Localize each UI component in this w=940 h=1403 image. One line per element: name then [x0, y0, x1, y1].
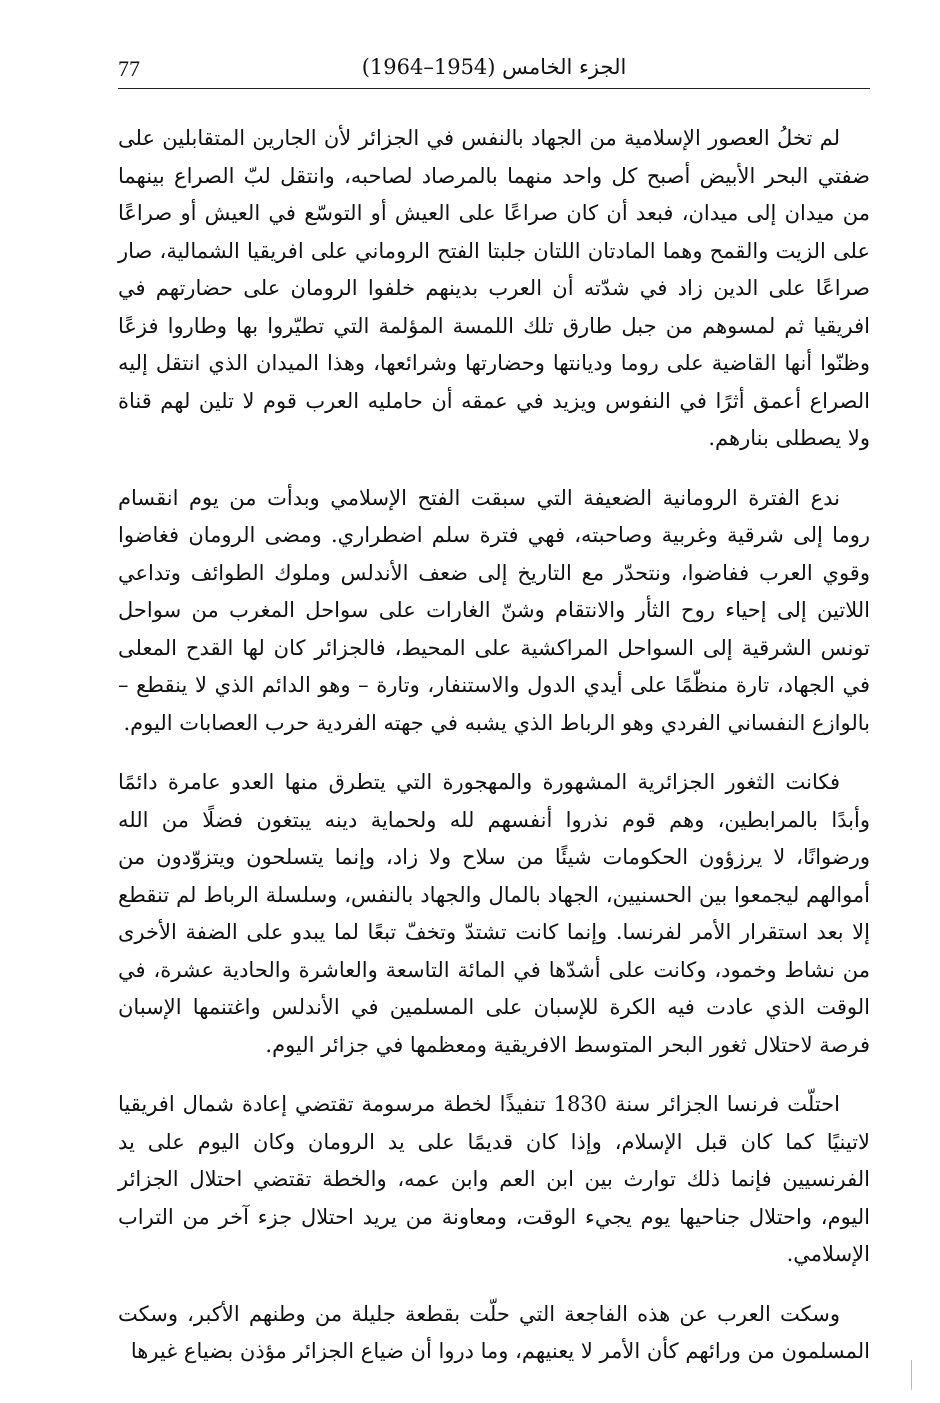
- paragraph: احتلّت فرنسا الجزائر سنة 1830 تنفيذًا لخطة مرسومة تقتضي إعادة شمال افريقيا لاتينيًا كما كان قبل الإسلام، وإذا كان قديمًا على يد الرومان وكان اليوم على يد الفرنسيين فإنما ذلك توارث بين ابن العم وابن عمه، والخطة تقتضي احتلال الجزائر اليوم، واحتلال جناحيها يوم يجيء الوقت، ومعاونة من يريد احتلال جزء آخر من التراب الإسلامي.: [118, 1092, 870, 1266]
- scan-gutter-mark: [911, 1360, 912, 1390]
- body-text: [118, 120, 870, 1393]
- paragraph: لم تخلُ العصور الإسلامية من الجهاد بالنفس في الجزائر لأن الجارين المتقابلين على ضفتي البحر الأبيض أصبح كل واحد منهما بالمرصاد لصاحبه، وانتقل لبّ الصراع بينهما من ميدان إلى ميدان، فبعد أن كان صراعًا على العيش أو التوسّع في العيش أو صراعًا على الزيت والقمح وهما المادتان اللتان جلبتا الفتح الروماني على افريقيا الشمالية، صار صراعًا على الدين زاد في شدّته أن العرب بدينهم خلفوا الرومان على حضارتهم في افريقيا ثم لمسوهم من جبل طارق تلك اللمسة المؤلمة التي تطيّروا بها وطاروا فزعًا وظنّوا أنها القاضية على روما وديانتها وحضارتها وشرائعها، وهذا الميدان الذي انتقل إليه الصراع أعمق أثرًا في النفوس ويزيد في عمقه أن حامليه العرب قوم لا تلين لهم قناة ولا يصطلى بنارهم.: [118, 126, 870, 450]
- paragraph: وسكت العرب عن هذه الفاجعة التي حلّت بقطعة جليلة من وطنهم الأكبر، وسكت المسلمون من ورائهم كأن الأمر لا يعنيهم، وما دروا أن ضياع الجزائر مؤذن بضياع غيرها: [118, 1301, 870, 1363]
- page-number: 77: [118, 56, 140, 81]
- paragraph: ندع الفترة الرومانية الضعيفة التي سبقت الفتح الإسلامي وبدأت من يوم انقسام روما إلى شرقية وغربية وصاحبته، فهي فترة سلم اضطراري. ومضى الرومان فغاضوا وقوي العرب ففاضوا، ونتحدّر مع التاريخ إلى ضعف الأندلس وملوك الطوائف وتداعي اللاتين إلى إحياء روح الثأر والانتقام وشنّ الغارات على سواحل المغرب من سواحل تونس الشرقية إلى السواحل المراكشية على المحيط، فالجزائر كان لها القدح المعلى في الجهاد، تارة منظّمًا على أيدي الدول والاستنفار، وتارة – وهو الدائم الذي لا ينقطع – بالوازع النفساني الفردي وهو الرباط الذي يشبه في جهته الفردية حرب العصابات اليوم.: [118, 485, 870, 735]
- running-title: الجزء الخامس (1954–1964): [361, 55, 627, 79]
- running-header: [118, 52, 870, 89]
- paragraph: فكانت الثغور الجزائرية المشهورة والمهجورة التي يتطرق منها العدو عامرة دائمًا وأبدًا بالمرابطين، وهم قوم نذروا أنفسهم لله ولحماية دينه يبتغون فضلًا من الله ورضوانًا، لا يرزؤون الحكومات شيئًا من سلاح ولا زاد، وإنما يتسلحون ويتزوّدون من أموالهم ليجمعوا بين الحسنيين، الجهاد بالمال والجهاد بالنفس، وسلسلة الرباط لم تنقطع إلا بعد استقرار الأمر لفرنسا. وإنما كانت تشتدّ وتخفّ تبعًا لما يبدو على الضفة الأخرى من نشاط وخمود، وكانت على أشدّها في المائة التاسعة والعاشرة والحادية عشرة، في الوقت الذي عادت فيه الكرة للإسبان على المسلمين في الأندلس واغتنمها الإسبان فرصة لاحتلال ثغور البحر المتوسط الافريقية ومعظمها في جزائر اليوم.: [118, 770, 870, 1057]
